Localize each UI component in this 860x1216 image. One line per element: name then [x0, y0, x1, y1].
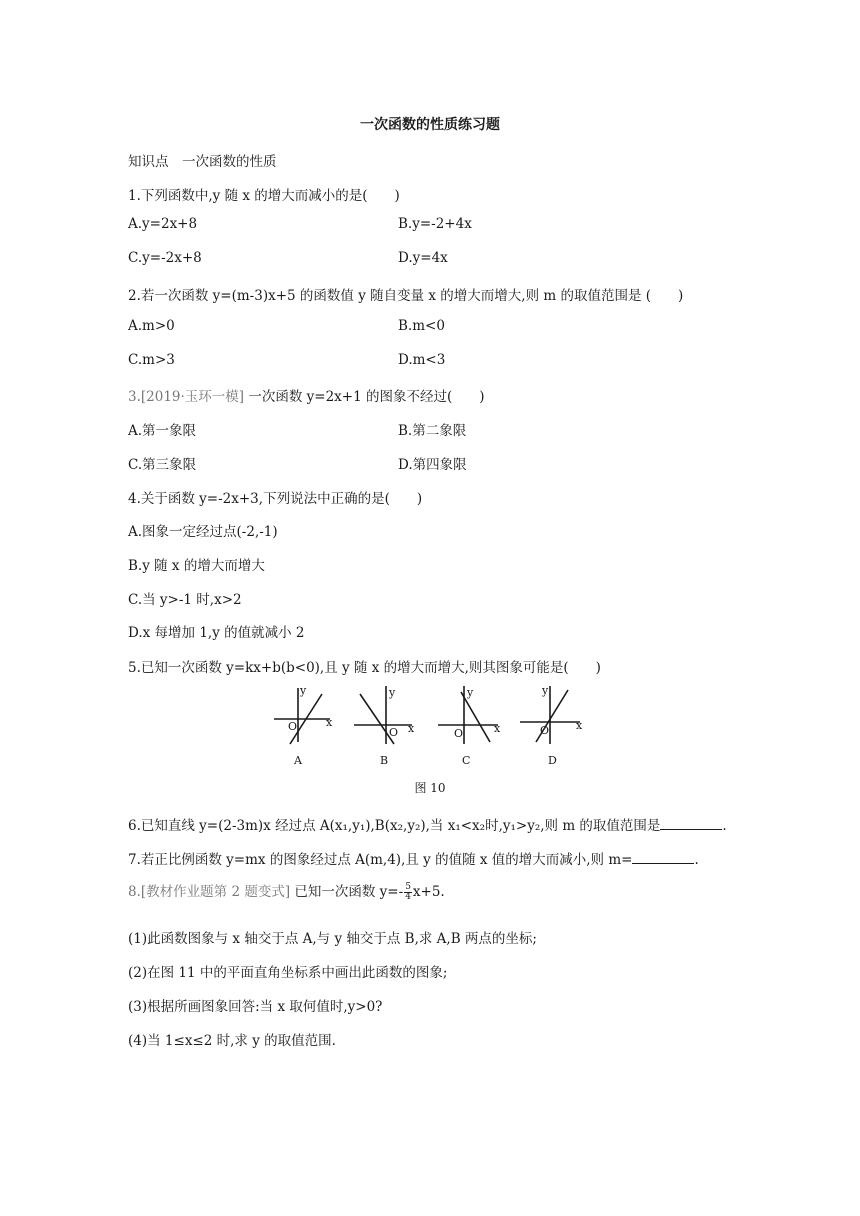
- question-8-part-1: (1)此函数图象与 x 轴交于点 A,与 y 轴交于点 B,求 A,B 两点的坐标;: [128, 931, 537, 947]
- question-1-stem: 1.下列函数中,y 随 x 的增大而减小的是( ): [128, 188, 400, 204]
- question-2-option-d: D.m<3: [398, 352, 446, 368]
- graph-c: [438, 686, 501, 767]
- question-1-option-c: C.y=-2x+8: [128, 250, 202, 266]
- question-4-option-c: C.当 y>-1 时,x>2: [128, 592, 242, 608]
- question-5-stem: 5.已知一次函数 y=kx+b(b<0),且 y 随 x 的增大而增大,则其图象可能是( ): [128, 660, 601, 676]
- question-6: [128, 814, 727, 834]
- graph-a-x-label: x: [326, 716, 333, 729]
- question-4-option-d: D.x 每增加 1,y 的值就减小 2: [128, 625, 305, 641]
- question-6-end: .: [722, 818, 727, 834]
- question-8-source: 8.[教材作业题第 2 题变式]: [128, 884, 291, 900]
- page-title: 一次函数的性质练习题: [360, 117, 500, 133]
- question-3-option-a: A.第一象限: [128, 423, 197, 439]
- question-3-option-d: D.第四象限: [398, 457, 467, 473]
- question-8-stem-post: x+5.: [412, 884, 445, 900]
- figure-10-caption: 图 10: [414, 781, 446, 795]
- graph-b-y-label: y: [389, 686, 396, 699]
- fraction-denominator: 4: [405, 892, 411, 902]
- question-7-stem: 7.若正比例函数 y=mx 的图象经过点 A(m,4),且 y 的值随 x 值的增大而减小,则 m=: [128, 852, 633, 868]
- question-1-option-b: B.y=-2+4x: [398, 216, 472, 232]
- question-7-answer-blank[interactable]: [632, 851, 694, 864]
- question-2-option-c: C.m>3: [128, 352, 175, 368]
- fraction-numerator: 5: [405, 882, 411, 892]
- question-4-stem: 4.关于函数 y=-2x+3,下列说法中正确的是( ): [128, 491, 423, 507]
- question-6-answer-blank[interactable]: [660, 817, 722, 830]
- question-8: [128, 880, 445, 902]
- graph-d: [520, 684, 583, 767]
- graph-a-y-label: y: [300, 684, 307, 697]
- graph-c-label: C: [462, 754, 471, 767]
- question-3-option-b: B.第二象限: [398, 423, 467, 439]
- graph-c-x-label: x: [494, 722, 501, 735]
- graph-c-y-label: y: [467, 686, 474, 699]
- section-heading: 知识点 一次函数的性质: [128, 154, 277, 170]
- graph-c-origin: O: [454, 727, 464, 740]
- question-8-part-2: (2)在图 11 中的平面直角坐标系中画出此函数的图象;: [128, 965, 448, 981]
- question-4-option-a: A.图象一定经过点(-2,-1): [128, 524, 278, 540]
- question-3: [128, 385, 485, 405]
- graph-d-y-label: y: [542, 684, 549, 697]
- graph-b-x-label: x: [408, 722, 415, 735]
- question-1-option-a: A.y=2x+8: [128, 216, 198, 232]
- graph-b-origin: O: [389, 726, 399, 739]
- question-2-option-a: A.m>0: [128, 318, 175, 334]
- graph-d-origin: O: [540, 724, 550, 737]
- question-1-option-d: D.y=4x: [398, 250, 448, 266]
- question-8-part-3: (3)根据所画图象回答:当 x 取何值时,y>0?: [128, 999, 383, 1015]
- question-3-stem: 一次函数 y=2x+1 的图象不经过( ): [244, 389, 485, 405]
- question-3-source: 3.[2019·玉环一模]: [128, 389, 245, 405]
- question-8-part-4: (4)当 1≤x≤2 时,求 y 的取值范围.: [128, 1033, 336, 1049]
- question-6-stem: 6.已知直线 y=(2-3m)x 经过点 A(x₁,y₁),B(x₂,y₂),当 x₁<x₂时,y₁>y₂,则 m 的取值范围是: [128, 818, 661, 834]
- graph-a: [274, 684, 333, 767]
- question-3-option-c: C.第三象限: [128, 457, 197, 473]
- question-2-option-b: B.m<0: [398, 318, 445, 334]
- graph-a-origin: O: [288, 720, 298, 733]
- graph-b: [354, 686, 415, 767]
- question-7: [128, 848, 699, 868]
- graph-a-label: A: [294, 754, 302, 767]
- graph-d-x-label: x: [576, 719, 583, 732]
- question-7-end: .: [694, 852, 699, 868]
- graph-d-label: D: [548, 754, 557, 767]
- question-4-option-b: B.y 随 x 的增大而增大: [128, 558, 265, 574]
- question-2-stem: 2.若一次函数 y=(m-3)x+5 的函数值 y 随自变量 x 的增大而增大,则 m 的取值范围是 ( ): [128, 288, 684, 304]
- graph-b-label: B: [380, 754, 389, 767]
- figure-10-graphs: [268, 682, 588, 768]
- fraction-5-4: [404, 883, 412, 902]
- question-8-stem-pre: 已知一次函数 y=-: [290, 884, 404, 900]
